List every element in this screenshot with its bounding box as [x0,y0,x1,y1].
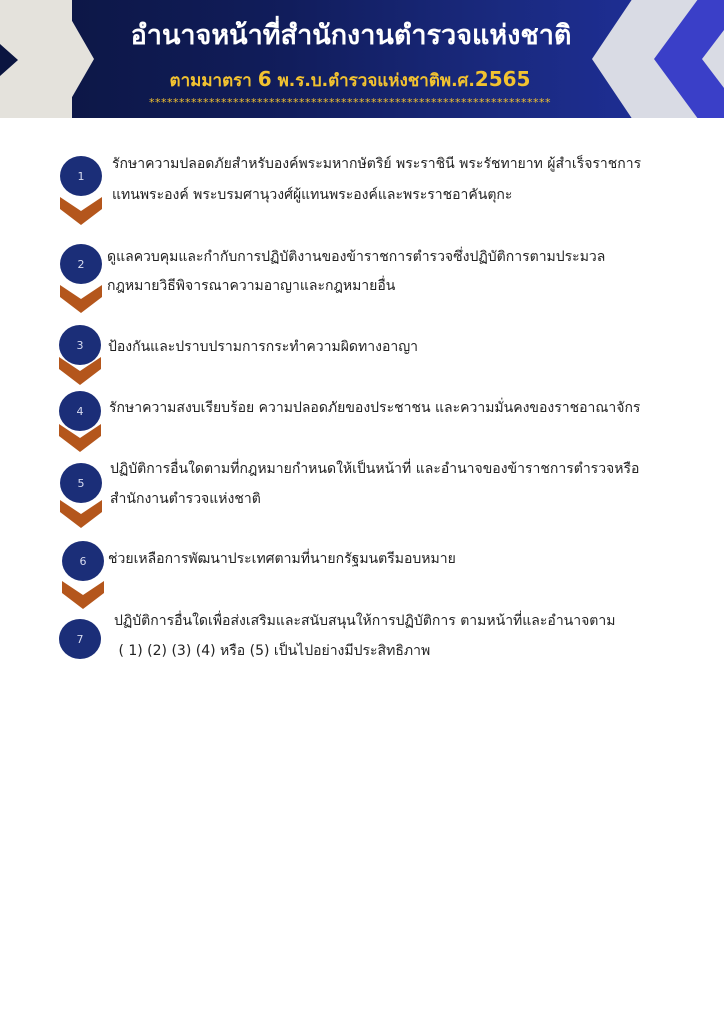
step-5-line-2: สำนักงานตำรวจแห่งชาติ [110,491,261,507]
subtitle-year: 2565 [474,67,531,91]
header-banner [0,0,724,118]
page-title: อำนาจหน้าที่สำนักงานตำรวจแห่งชาติ [130,20,572,51]
step-4-chevron-icon [59,424,101,452]
step-1-line-2: แทนพระองค์ พระบรมศานุวงศ์ผู้แทนพระองค์และพระราชอาคันตุกะ [112,187,513,203]
subtitle-act: พ.ร.บ.ตำรวจแห่งชาติพ.ศ. [277,71,475,91]
step-3-line-1: ป้องกันและปราบปรามการกระทำความผิดทางอาญา [108,339,419,355]
step-6-chevron-icon [62,581,104,609]
step-7-line-1: ปฏิบัติการอื่นใดเพื่อส่งเสริมและสนับสนุนให้การปฏิบัติการ ตามหน้าที่และอำนาจตาม [114,613,616,629]
step-1-line-1: รักษาความปลอดภัยสำหรับองค์พระมหากษัตริย์ พระราชินี พระรัชทายาท ผู้สำเร็จราชการ [112,156,642,172]
subtitle-prefix: ตามมาตรา [169,71,252,91]
step-2-line-2: กฎหมายวิธีพิจารณาความอาญาและกฎหมายอื่น [107,278,396,294]
step-5-number-badge: 5 [60,463,102,503]
step-2-number-badge: 2 [60,244,102,284]
step-4-line-1: รักษาความสงบเรียบร้อย ความปลอดภัยของประชาชน และความมั่นคงของราชอาณาจักร [109,400,641,416]
subtitle-section: 6 [257,67,272,91]
step-4-number-badge: 4 [59,391,101,431]
step-1-chevron-icon [60,197,102,225]
step-6-number-badge: 6 [62,541,104,581]
step-2-chevron-icon [60,285,102,313]
step-3-chevron-icon [59,357,101,385]
banner-left-chevron [60,0,94,118]
banner-left-arrow-icon [0,44,18,76]
step-5-chevron-icon [60,500,102,528]
step-3-number-badge: 3 [59,325,101,365]
step-1-number-badge: 1 [60,156,102,196]
star-divider: ******************************************************************* [149,96,551,109]
step-5-line-1: ปฏิบัติการอื่นใดตามที่กฎหมายกำหนดให้เป็นหน้าที่ และอำนาจของข้าราชการตำรวจหรือ [110,461,640,477]
step-7-number-badge: 7 [59,619,101,659]
step-7-line-2: ( 1) (2) (3) (4) หรือ (5) เป็นไปอย่างมีประสิทธิภาพ [114,643,431,659]
step-6-line-1: ช่วยเหลือการพัฒนาประเทศตามที่นายกรัฐมนตรีมอบหมาย [108,551,456,567]
step-2-line-1: ดูแลควบคุมและกำกับการปฏิบัติงานของข้าราชการตำรวจซึ่งปฏิบัติการตามประมวล [107,249,606,265]
page-subtitle [140,66,560,94]
